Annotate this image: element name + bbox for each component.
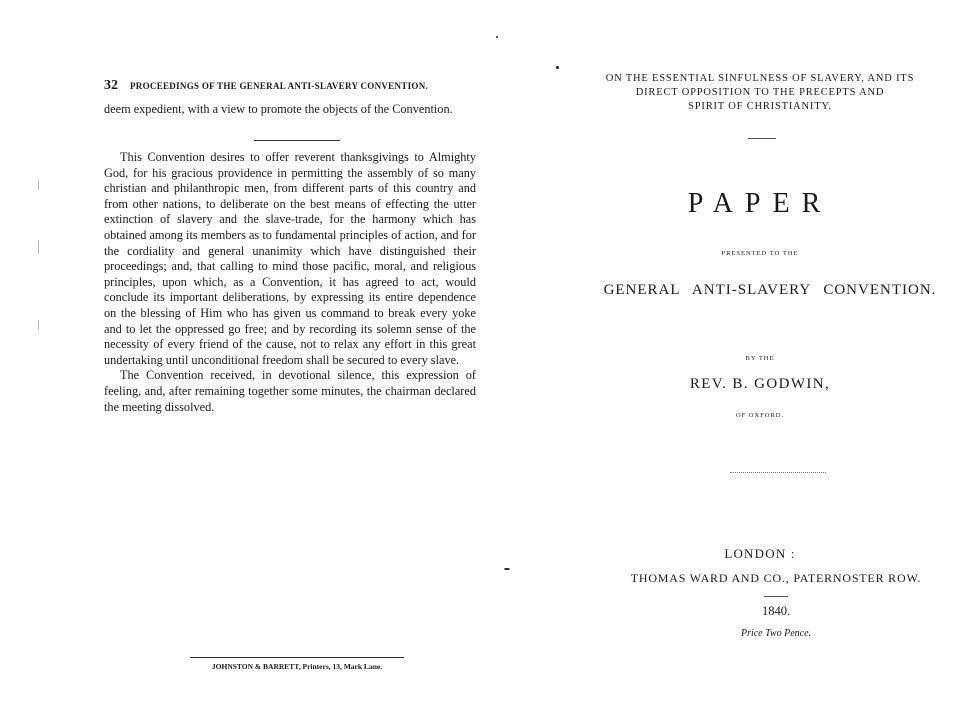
imprint-city: LONDON :	[724, 546, 796, 561]
author-location: OF OXFORD.	[735, 412, 785, 419]
publication-year: 1840.	[761, 604, 791, 618]
scan-speck	[496, 36, 498, 38]
scan-speck	[556, 66, 559, 69]
author: REV. B. GODWIN,	[689, 376, 831, 392]
top-paragraph: deem expedient, with a view to promote the objects of the Convention.	[104, 102, 453, 116]
presented-to: PRESENTED TO THE	[721, 250, 799, 257]
running-head	[104, 78, 484, 94]
scan-mark	[38, 180, 39, 190]
top-paragraph-block	[104, 102, 476, 118]
publisher: THOMAS WARD AND CO., PATERNOSTER ROW.	[630, 571, 922, 585]
by-the: BY THE	[745, 355, 775, 362]
subtitle	[590, 72, 930, 114]
main-text-block	[104, 150, 476, 415]
scan-mark	[38, 320, 39, 330]
title: PAPER	[687, 188, 833, 219]
page-number: 32	[104, 78, 118, 93]
main-paragraph-2: The Convention received, in devotional silence, this expression of feeling, and, after remaining together some minutes, the chairman declared the meeting dissolved.	[104, 368, 476, 414]
section-divider	[254, 140, 340, 141]
convention-name: GENERAL ANTI-SLAVERY CONVENTION.	[603, 282, 937, 298]
scan-mark	[38, 240, 39, 254]
running-title: PROCEEDINGS OF THE GENERAL ANTI-SLAVERY CONVENTION.	[130, 81, 429, 91]
main-paragraph-1: This Convention desires to offer reverent thanksgivings to Almighty God, for his gracious providence in permitting the assembly of so many christian and philanthropic men, from different parts of this country and from other nations, to deliberate on the best means of effecting the utter extinction of slavery and the slave-trade, for the harmony which has obtained among its members as to fundamental principles of action, and for the cordiality and general unanimity which have distinguished their proceedings; and, that calling to mind those pacific, moral, and religious principles, upon which, as a Convention, it has agreed to act, would conclude its important deliberations, by expressing its entire dependence on the blessing of Him who has given us command to break every yoke and to let the oppressed go free; and by recording its solemn sense of the necessity of every friend of the cause, not to relax any effort in this great undertaking until unconditional freedom shall be secured to every slave.	[104, 150, 476, 367]
dotted-divider	[730, 472, 826, 473]
subtitle-line-1: ON THE ESSENTIAL SINFULNESS OF SLAVERY, AND ITS	[605, 73, 915, 84]
subtitle-line-3: SPIRIT OF CHRISTIANITY.	[688, 101, 832, 112]
right-page	[520, 0, 980, 719]
year-divider	[764, 596, 788, 597]
title-divider	[748, 138, 776, 139]
scan-speck	[504, 568, 510, 570]
printer-imprint: JOHNSTON & BARRETT, Printers, 13, Mark Lane.	[190, 657, 404, 671]
subtitle-line-2: DIRECT OPPOSITION TO THE PRECEPTS AND	[635, 87, 885, 98]
price: Price Two Pence.	[740, 628, 812, 639]
